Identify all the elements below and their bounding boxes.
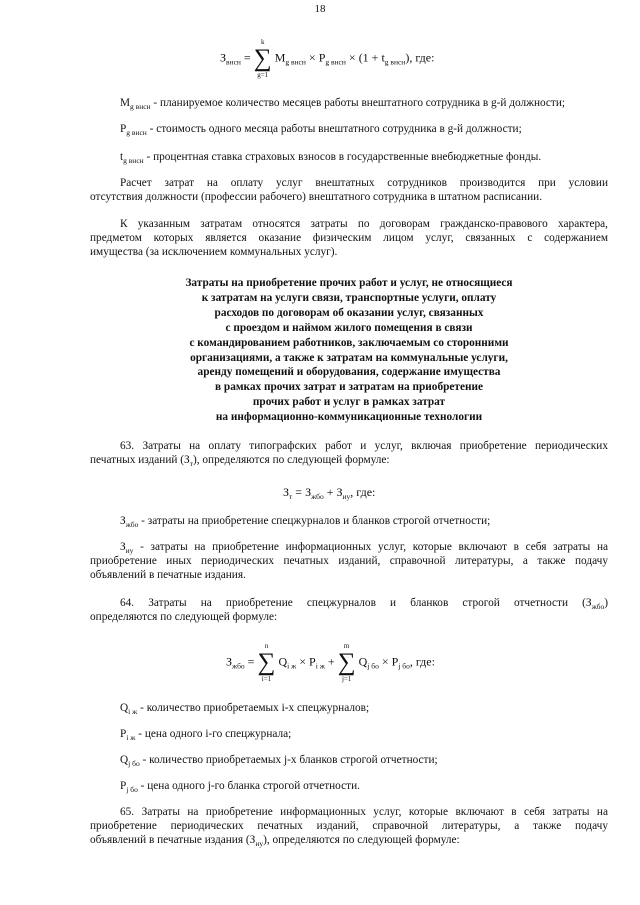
definition-m: $M_{g внсн}$ - планируемое количество месяцев работы внештатного сотрудника в g-й должности; (120, 97, 566, 111)
definition-t: $t_{g внсн}$ - процентная ставка страховых взносов в государственные внебюджетные фонды. (120, 151, 542, 165)
paragraph-calculation-condition-line2: отсутствия должности (профессии рабочего) внештатного сотрудника в штатном расписании. (90, 191, 543, 203)
definition-q-i: $Q_{i ж}$ - количество приобретаемых i-х спецжурналов; (120, 702, 370, 716)
definition-ziu: $З_{иу}$ - затраты на приобретение информационных услуг, которые включают в себя затраты на (120, 541, 608, 555)
definition-p-i: $P_{i ж}$ - цена одного i-го спецжурнала; (120, 728, 292, 742)
paragraph-64: 64. Затраты на приобретение спецжурналов и бланков строгой отчетности $(З_{жбо})$ (120, 597, 608, 611)
formula-outsourced-staff: $З_{внсн}$ = k ∑ g=1 $M_{g внсн} \times P_{g внсн} \times (1 + t_{g внсн})$, где: (220, 38, 435, 79)
paragraph-65-line3: объявлений в печатные издания $(З_{иу})$, определяются по следующей формуле: (90, 834, 460, 848)
paragraph-civil-contracts: К указанным затратам относятся затраты по договорам гражданско-правового характера, (120, 218, 608, 230)
definition-p: $P_{g внсн}$ - стоимость одного месяца работы внештатного сотрудника в g-й должности; (120, 123, 522, 137)
definition-ziu-line2: приобретение иных периодических печатных изданий, справочной литературы, а также подачу (90, 555, 608, 567)
paragraph-65-line2: приобретение периодических печатных изданий, справочной литературы, а также подачу (90, 820, 608, 832)
sum-sign: k ∑ g=1 (253, 38, 272, 79)
paragraph-calculation-condition: Расчет затрат на оплату услуг внештатных сотрудников производится при условии (120, 177, 608, 189)
paragraph-63: 63. Затраты на оплату типографских работ и услуг, включая приобретение периодических (120, 440, 608, 452)
definition-zhbo: $З_{жбо}$ - затраты на приобретение спецжурналов и бланков строгой отчетности; (120, 515, 491, 529)
definition-q-j: $Q_{j бо}$ - количество приобретаемых j-х бланков строгой отчетности; (120, 754, 438, 768)
section-heading: Затраты на приобретение прочих работ и услуг, не относящиеся к затратам на услуги связи, транспортные услуги, оплату расходов по договорам об оказании услуг, связанных с проездом и наймом жилого помещения в связи с командированием работников, заключаемым со сторонними организациями, а также к затратам на коммунальные услуги, аренду помещений и оборудования, содержание имущества в рамках прочих затрат и затратам на приобретение прочих работ и услуг в рамках затрат на информационно-коммуникационные технологии (185, 277, 513, 424)
paragraph-civil-contracts-line3: имущества (за исключением коммунальных услуг). (90, 246, 338, 258)
paragraph-civil-contracts-line2: предметом которых является оказание физическим лицом услуг, связанных с содержанием (90, 232, 608, 244)
definition-ziu-line3: объявлений в печатные издания. (90, 569, 246, 581)
paragraph-65: 65. Затраты на приобретение информационных услуг, которые включают в себя затраты на (120, 806, 608, 818)
formula-journals-forms: $З_{жбо}$ = n ∑ i=1 $Q_{i ж} \times P_{i ж}$ + m ∑ j=1 $Q_{j бо} \times P_{j бо}$, где: (226, 642, 435, 683)
paragraph-64-line2: определяются по следующей формуле: (90, 611, 278, 623)
page-number: 18 (314, 3, 326, 15)
formula-printing: $З_т = З_{жбо} + З_{иу}$, где: (283, 485, 376, 501)
definition-p-j: $P_{j бо}$ - цена одного j-го бланка строгой отчетности. (120, 780, 360, 794)
paragraph-63-line2: печатных изданий $(З_т)$, определяются по следующей формуле: (90, 454, 390, 468)
sum-sign-i: n ∑ i=1 (257, 642, 276, 683)
sum-sign-j: m ∑ j=1 (337, 642, 356, 683)
